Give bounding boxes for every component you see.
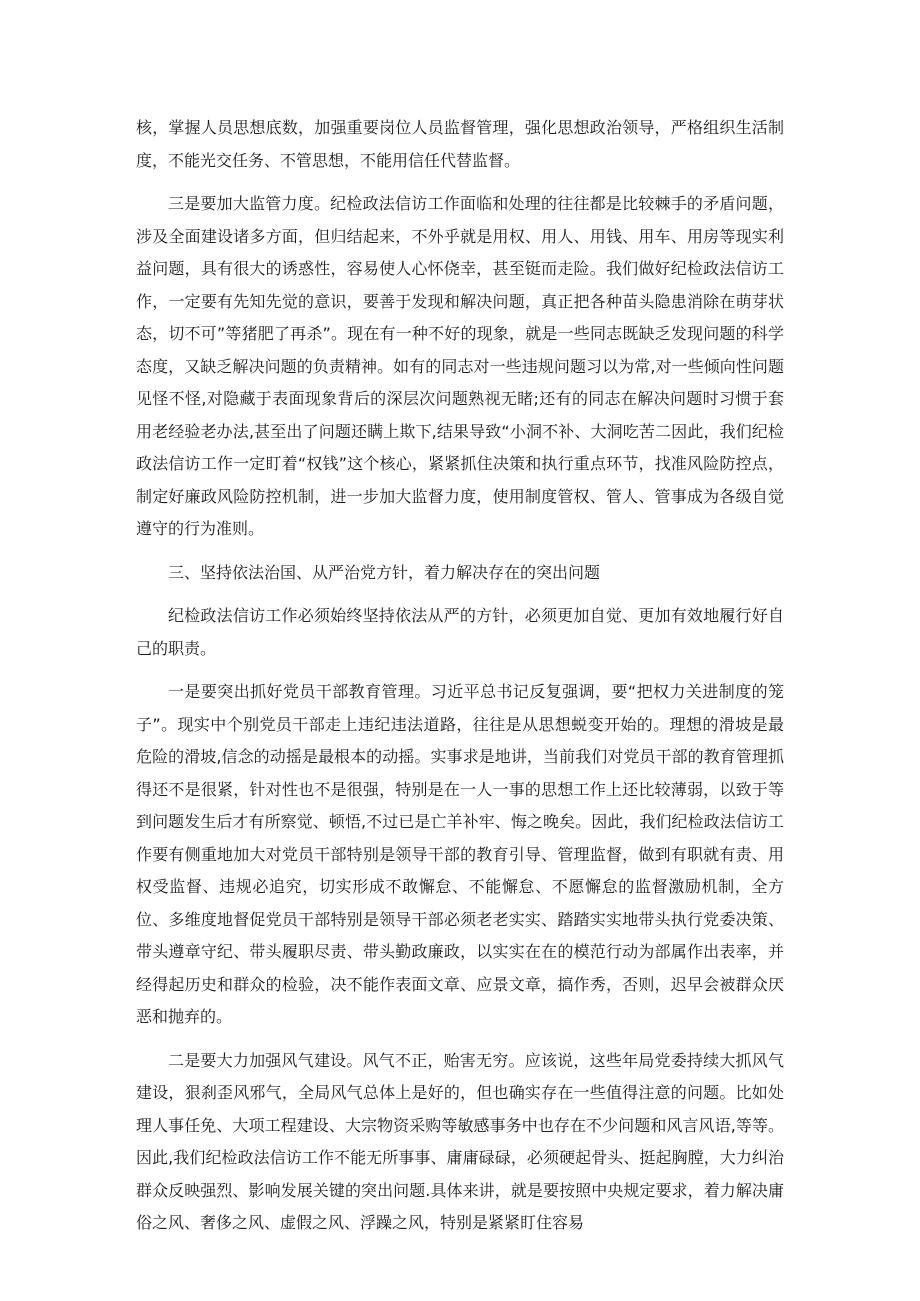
paragraph-conduct: 二是要大力加强风气建设。风气不正，贻害无穷。应该说，这些年局党委持续大抓风气建设，狠刹歪风邪气，全局风气总体上是好的，但也确实存在一些值得注意的问题。比如处理人事任免、大项工程建设、大宗物资采购等敏感事务中也存在不少问题和风言风语,等等。因此,我们纪检政法信访工作不能无所事事、庸庸碌碌，必须硬起骨头、挺起胸膛，大力纠治群众反映强烈、影响发展关键的突出问题.具体来讲，就是要按照中央规定要求，着力解决庸俗之风、奢侈之风、虚假之风、浮躁之风，特别是紧紧盯住容易 — [136, 1050, 784, 1232]
paragraph-principle: 纪检政法信访工作必须始终坚持依法从严的方针，必须更加自觉、更加有效地履行好自己的职责。 — [136, 606, 784, 658]
document-body — [136, 112, 784, 1251]
paragraph-supervision: 三是要加大监管力度。纪检政法信访工作面临和处理的往往都是比较棘手的矛盾问题，涉及全面建设诸多方面，但归结起来，不外乎就是用权、用人、用钱、用车、用房等现实利益问题，具有很大的诱惑性，容易使人心怀侥幸，甚至铤而走险。我们做好纪检政法信访工作，一定要有先知先觉的意识，要善于发现和解决问题，真正把各种苗头隐患消除在萌芽状态，切不可”等猪肥了再杀”。现在有一种不好的现象，就是一些同志既缺乏发现问题的科学态度，又缺乏解决问题的负责精神。如有的同志对一些违规问题习以为常,对一些倾向性问题见怪不怪,对隐藏于表面现象背后的深层次问题熟视无睹;还有的同志在解决问题时习惯于套用老经验老办法,甚至出了问题还瞒上欺下,结果导致“小洞不补、大洞吃苦二因此，我们纪检政法信访工作一定盯着“权钱”这个核心，紧紧抓住决策和执行重点环节，找准风险防控点，制定好廉政风险防控机制，进一步加大监督力度，使用制度管权、管人、管事成为各级自觉遵守的行为准则。 — [136, 194, 784, 538]
section-heading: 三、坚持依法治国、从严治党方针，着力解决存在的突出问题 — [168, 562, 601, 582]
paragraph-continuation: 核，掌握人员思想底数，加强重要岗位人员监督管理，强化思想政治领导，严格组织生活制度，不能光交任务、不管思想，不能用信任代替监督。 — [136, 118, 784, 170]
paragraph-education: 一是要突出抓好党员干部教育管理。习近平总书记反复强调，要“把权力关进制度的笼子”。现实中个别党员干部走上违纪违法道路，往往是从思想蜕变开始的。理想的滑坡是最危险的滑坡,信念的动摇是最根本的动摇。实事求是地讲，当前我们对党员干部的教育管理抓得还不是很紧，针对性也不是很强，特别是在一人一事的思想工作上还比较薄弱，以致于等到问题发生后才有所察觉、顿悟,不过已是亡羊补牢、悔之晚矣。因此，我们纪检政法信访工作要有侧重地加大对党员干部特别是领导干部的教育引导、管理监督，做到有职就有责、用权受监督、违规必追究，切实形成不敢懈怠、不能懈怠、不愿懈怠的监督激励机制，全方位、多维度地督促党员干部特别是领导干部必须老老实实、踏踏实实地带头执行党委决策、带头遵章守纪、带头履职尽责、带头勤政廉政，以实实在在的模范行动为部属作出表率，并经得起历史和群众的检验，决不能作表面文章、应景文章，搞作秀，否则，迟早会被群众厌恶和抛弃的。 — [136, 682, 784, 1026]
